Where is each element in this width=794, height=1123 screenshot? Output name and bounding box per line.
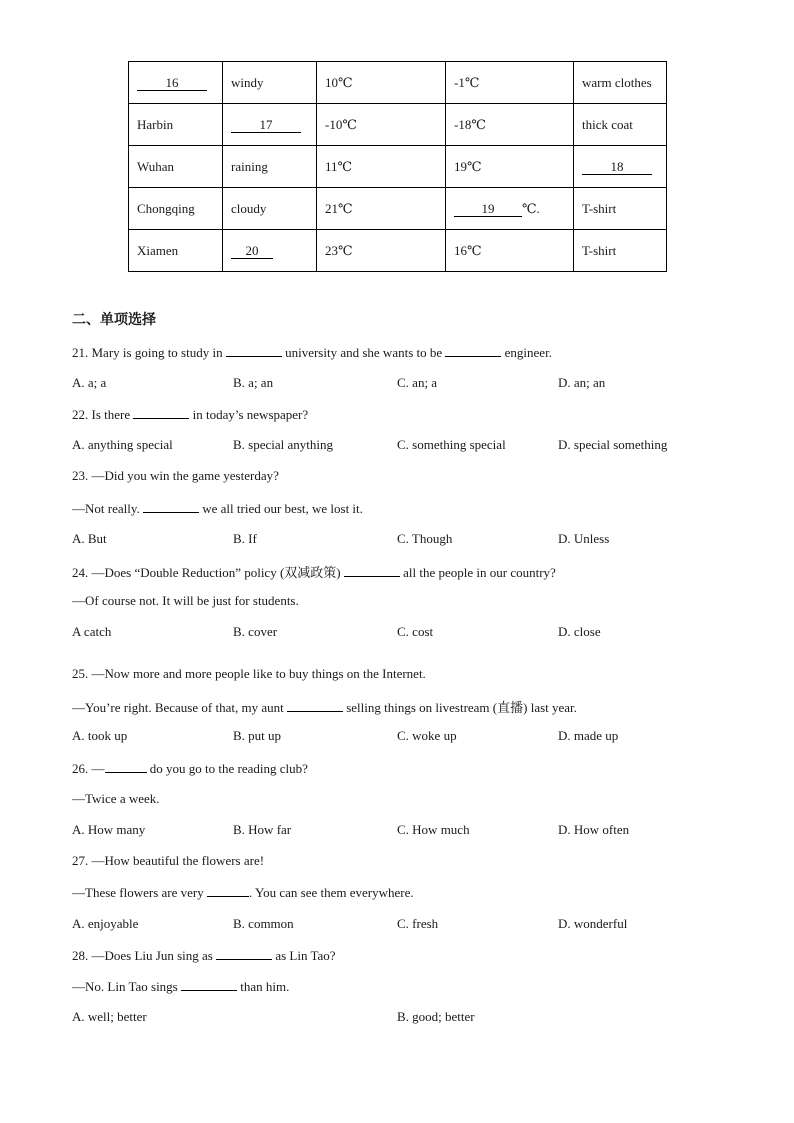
section-title: 二、单项选择 [72,312,156,328]
blank-18: 18 [582,160,652,175]
option-a: A. But [72,531,107,546]
table-row [129,146,667,188]
question-25: 25. —Now more and more people like to buy things on the Internet. [72,666,426,681]
table-cell: Chongqing [129,188,223,230]
table-row [129,230,667,272]
option-d: D. an; an [558,375,606,390]
answer-blank [133,406,189,419]
table-cell: 10℃ [317,62,446,104]
option-c: C. an; a [397,375,438,390]
table-cell: T-shirt [574,230,667,272]
option-c: C. How much [397,822,470,837]
answer-blank [181,978,237,991]
answer-blank [226,344,282,357]
option-b: B. put up [233,728,282,743]
table-cell: -1℃ [446,62,574,104]
question-28: 28. —Does Liu Jun sing as as Lin Tao? [72,948,336,963]
option-a: A. well; better [72,1009,147,1024]
table-cell: 21℃ [317,188,446,230]
table-cell: 23℃ [317,230,446,272]
option-b: B. special anything [233,437,334,452]
question-24: 24. —Does “Double Reduction” policy (双减政策) all the people in our country? [72,565,556,580]
option-b: B. a; an [233,375,274,390]
option-d: D. made up [558,728,619,743]
option-d: D. close [558,624,601,639]
blank-20: 20 [231,244,273,259]
option-a: A. How many [72,822,146,837]
option-d: D. special something [558,437,668,452]
option-b: B. common [233,916,294,931]
option-b: B. cover [233,624,278,639]
question-27-reply: —These flowers are very . You can see them everywhere. [72,885,414,900]
table-cell: -10℃ [317,104,446,146]
answer-blank [143,500,199,513]
table-row [129,188,667,230]
question-27: 27. —How beautiful the flowers are! [72,853,265,868]
option-d: D. wonderful [558,916,628,931]
option-a: A. took up [72,728,128,743]
option-a: A catch [72,624,112,639]
table-cell [129,62,223,104]
weather-table [128,61,667,272]
question-23-reply: —Not really. we all tried our best, we lost it. [72,501,363,516]
answer-blank [287,699,343,712]
table-cell: thick coat [574,104,667,146]
option-c: C. something special [397,437,506,452]
table-row [129,62,667,104]
question-25-reply: —You’re right. Because of that, my aunt selling things on livestream (直播) last year. [72,700,577,715]
option-a: A. anything special [72,437,173,452]
table-cell [223,230,317,272]
degree-suffix: ℃. [522,200,540,216]
question-26: 26. — do you go to the reading club? [72,761,308,776]
table-cell: 11℃ [317,146,446,188]
option-c: C. fresh [397,916,439,931]
table-cell: -18℃ [446,104,574,146]
option-d: D. How often [558,822,630,837]
answer-blank [445,344,501,357]
question-22: 22. Is there in today’s newspaper? [72,407,309,422]
answer-blank [207,884,249,897]
option-b: B. good; better [397,1009,475,1024]
table-cell: cloudy [223,188,317,230]
answer-blank [344,564,400,577]
table-cell [446,188,574,230]
table-cell: T-shirt [574,188,667,230]
table-cell: 16℃ [446,230,574,272]
table-cell [223,104,317,146]
option-a: A. a; a [72,375,107,390]
table-cell: Harbin [129,104,223,146]
table-cell: warm clothes [574,62,667,104]
option-d: D. Unless [558,531,610,546]
question-26-reply: —Twice a week. [72,791,160,806]
table-cell: Xiamen [129,230,223,272]
option-b: B. If [233,531,257,546]
question-21: 21. Mary is going to study in university and she wants to be engineer. [72,345,552,360]
table-cell: windy [223,62,317,104]
option-a: A. enjoyable [72,916,139,931]
option-c: C. cost [397,624,434,639]
table-cell: 19℃ [446,146,574,188]
option-c: C. Though [397,531,453,546]
question-24-reply: —Of course not. It will be just for students. [72,593,299,608]
table-row [129,104,667,146]
option-b: B. How far [233,822,292,837]
question-23: 23. —Did you win the game yesterday? [72,468,279,483]
answer-blank [105,760,147,773]
blank-19: 19 [454,202,522,217]
answer-blank [216,947,272,960]
table-cell: raining [223,146,317,188]
table-cell: Wuhan [129,146,223,188]
blank-17: 17 [231,118,301,133]
option-c: C. woke up [397,728,457,743]
blank-16: 16 [137,76,207,91]
question-28-reply: —No. Lin Tao sings than him. [72,979,290,994]
table-cell [574,146,667,188]
